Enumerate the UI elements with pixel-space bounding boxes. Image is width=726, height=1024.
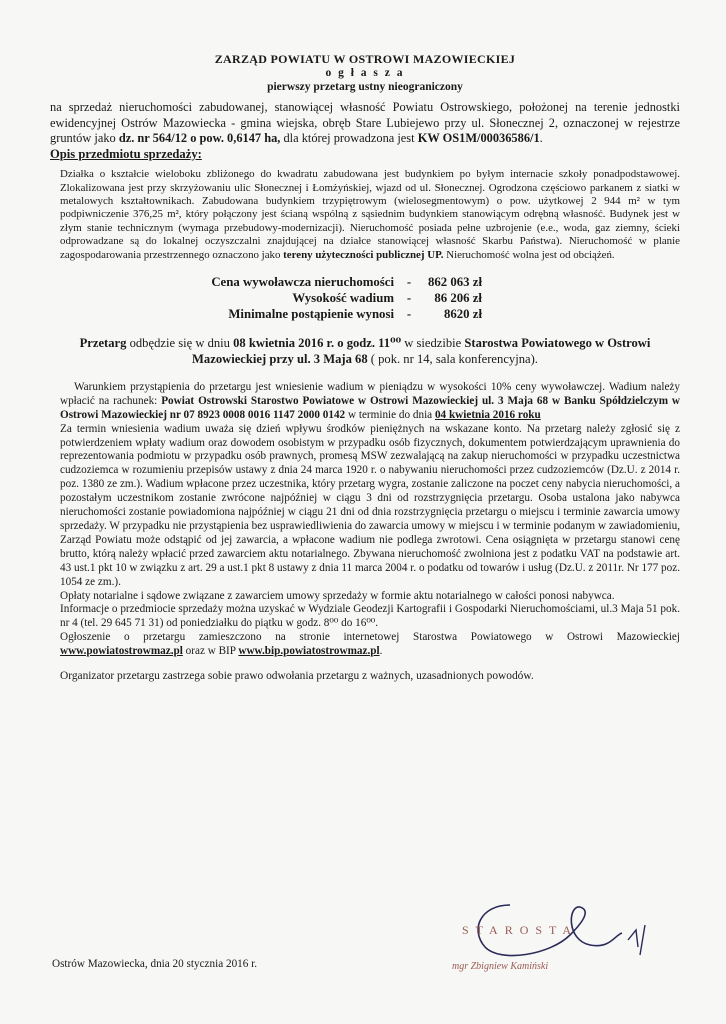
price-label: Minimalne postąpienie wynosi	[228, 306, 394, 321]
price-label: Wysokość wadium	[292, 290, 394, 305]
issuer-title: ZARZĄD POWIATU W OSTROWI MAZOWIECKIEJ	[214, 52, 516, 66]
conditions	[60, 381, 680, 659]
deposit-paragraph: Warunkiem przystąpienia do przetargu jest wniesienie wadium w pieniądzu w wysokości 10% ceny wywoławczej. Wadium należy wpłacić na rachunek: Powiat Ostrowski Starostwo Powiatowe w Ostrowi Mazowieckiej ul. 3 Maja 68 w Banku Spółdzielczym w Ostrowi Mazowieckiej nr 07 8923 0008 0016 1147 2000 0142 w terminie do dnia 04 kwietnia 2016 roku	[60, 380, 681, 421]
price-row-starting: Cena wywoławcza nieruchomości - 862 063 zł	[182, 274, 482, 290]
header	[50, 52, 680, 94]
zoning-designation: tereny użyteczności publicznej UP.	[283, 248, 444, 261]
property-description: Działka o kształcie wieloboku zbliżonego do kwadratu zabudowana jest budynkiem po byłym internacie szkoły ponadpodstawowej. Zlokalizowana jest przy skrzyżowaniu ulic Słonecznej i Łomżyńskiej, wjazd od ul. Słonecznej. Ogrodzona częściowo parkanem z siatki w metalowych kształtownikach. Zabudowana budynkiem trzypiętrowym (wielosegmentowym) o pow. użytkowej 2 944 m² w tym podpiwniczenie 376,25 m², który połączony jest ścianą wspólną z sąsiednim budynkiem stanowiącym odrębną własność. Budynek jest w złym stanie technicznym (wymaga przebudowy-modernizacji). Nieruchomość posiada pełne uzbrojenie (e.e., woda, gaz ziemny, ścieki odprowadzane są do lokalnej oczyszczalni znajdującej na działce stanowiącej własność Skarbu Państwa). Nieruchomość w planie zagospodarowania przestrzennego oznaczono jako tereny użyteczności publicznej UP. Nieruchomość wolna jest od obciążeń.	[60, 168, 680, 261]
tender-type: pierwszy przetarg ustny nieograniczony	[267, 81, 463, 93]
signature-stamp	[440, 885, 660, 995]
publication-paragraph: Ogłoszenie o przetargu zamieszczono na stronie internetowej Starostwa Powiatowego w Ostrowi Mazowieckiej www.powiatostrowmaz.pl oraz w BIP www.bip.powiatostrowmaz.pl.	[60, 631, 680, 658]
intro-paragraph: na sprzedaż nieruchomości zabudowanej, stanowiącej własność Powiatu Ostrowskiego, położonej na terenie jednostki ewidencyjnej Ostrów Mazowiecka - gmina wiejska, obręb Stare Lubiejewo przy ul. Słonecznej 2, oznaczonej w rejestrze gruntów jako dz. nr 564/12 o pow. 0,6147 ha, dla której prowadzona jest KW OS1M/00036586/1.	[50, 100, 680, 146]
fees-paragraph: Opłaty notarialne i sądowe związane z zawarciem umowy sprzedaży w formie aktu notarialnego w całości ponosi nabywca.	[60, 589, 615, 602]
rules-paragraph: Za termin wniesienia wadium uważa się dzień wpływu środków pieniężnych na wskazane konto. Na przetarg należy zgłosić się z potwierdzeniem wpłaty wadium oraz dowodem osobistym w przypadku osób fizycznych, dokumentem potwierdzającym uprawnienia do reprezentowania podmiotu w przypadku osób prawnych, promesą MSW zezwalającą na zakup nieruchomości w przypadku uczestnictwa cudzoziemca w rozumieniu przepisów ustawy z dnia 24 marca 1920 r. o nabywaniu nieruchomości przez cudzoziemców (Dz.U. z 2014 r. poz. 1380 ze zm.). Wadium wpłacone przez uczestnika, który przetarg wygra, zostanie zaliczone na poczet ceny nabycia nieruchomości, a pozostałym uczestnikom zostanie zwrócone najpóźniej w ciągu 3 dni od rozstrzygnięcia przetargu. Osoba ustalona jako nabywca nieruchomości zostanie powiadomiona najpóźniej w ciągu 21 dni od dnia rozstrzygnięcia przetargu o miejscu i terminie zawarcia umowy sprzedaży. W przypadku nie przystąpienia bez usprawiedliwienia do zawarcia umowy w miejscu i w terminie podanym w zawiadomieniu, Zarząd Powiatu może odstąpić od jej zawarcia, a wpłacone wadium nie podlega zwrotowi. Cena osiągnięta w przetargu stanowi cenę brutto, którą należy wpłacić przed zawarciem aktu notarialnego. Zbywana nieruchomość zwolniona jest z podatku VAT na podstawie art. 43 ust.1 pkt 10 w związku z art. 29 a ust.1 pkt 8 ustawy z dnia 11 marca 2004 r. o podatku od towarów i usług (Dz.U. z 2011r. Nr 177 poz. 1054 ze zm.).	[60, 422, 680, 588]
price-value: 86 206 zł	[434, 290, 482, 305]
stamp-name: mgr Zbigniew Kamiński	[452, 961, 549, 972]
announces-label: o g ł a s z a	[325, 67, 405, 79]
price-row-increment: Minimalne postąpienie wynosi - 8620 zł	[182, 306, 482, 322]
price-label: Cena wywoławcza nieruchomości	[211, 274, 394, 289]
price-block	[182, 274, 482, 322]
bip-link[interactable]: www.bip.powiatostrowmaz.pl	[238, 645, 380, 658]
tender-location: Starostwa Powiatowego w Ostrowi Mazowieckiej przy ul. 3 Maja 68	[192, 335, 651, 366]
info-paragraph: Informacje o przedmiocie sprzedaży można uzyskać w Wydziale Geodezji Kartografii i Gospodarki Nieruchomościami, ul.3 Maja 51 pok. nr 4 (tel. 29 645 71 31) od poniedziałku do piątku w godz. 8⁰⁰ do 16⁰⁰.	[60, 603, 680, 630]
signature-icon	[440, 885, 660, 995]
website-link[interactable]: www.powiatostrowmaz.pl	[60, 645, 183, 658]
section-title: Opis przedmiotu sprzedaży:	[50, 147, 202, 162]
tender-date: 08 kwietnia 2016 r. o godz. 11⁰⁰	[233, 335, 402, 350]
stamp-title: STAROSTA	[462, 923, 579, 937]
price-row-deposit: Wysokość wadium - 86 206 zł	[182, 290, 482, 306]
parcel-number: dz. nr 564/12 o pow. 0,6147 ha,	[118, 131, 281, 146]
organizer-note: Organizator przetargu zastrzega sobie prawo odwołania przetargu z ważnych, uzasadnionych powodów.	[60, 670, 534, 683]
price-value: 8620 zł	[443, 306, 482, 321]
tender-date-location: Przetarg odbędzie się w dniu 08 kwietnia 2016 r. o godz. 11⁰⁰ w siedzibie Starostwa Powiatowego w Ostrowi Mazowieckiej przy ul. 3 Maja 68 ( pok. nr 14, sala konferencyjna).	[79, 335, 651, 366]
deposit-deadline: 04 kwietnia 2016 roku	[434, 408, 541, 421]
price-value: 862 063 zł	[427, 274, 482, 289]
bank-account: Powiat Ostrowski Starostwo Powiatowe w Ostrowi Mazowieckiej ul. 3 Maja 68 w Banku Spółdzielczym w Ostrowi Mazowieckiej nr 07 8923 0008 0016 1147 2000 0142	[60, 394, 681, 421]
place-date: Ostrów Mazowiecka, dnia 20 stycznia 2016 r.	[52, 958, 258, 970]
land-register-number: KW OS1M/00036586/1	[417, 131, 540, 146]
